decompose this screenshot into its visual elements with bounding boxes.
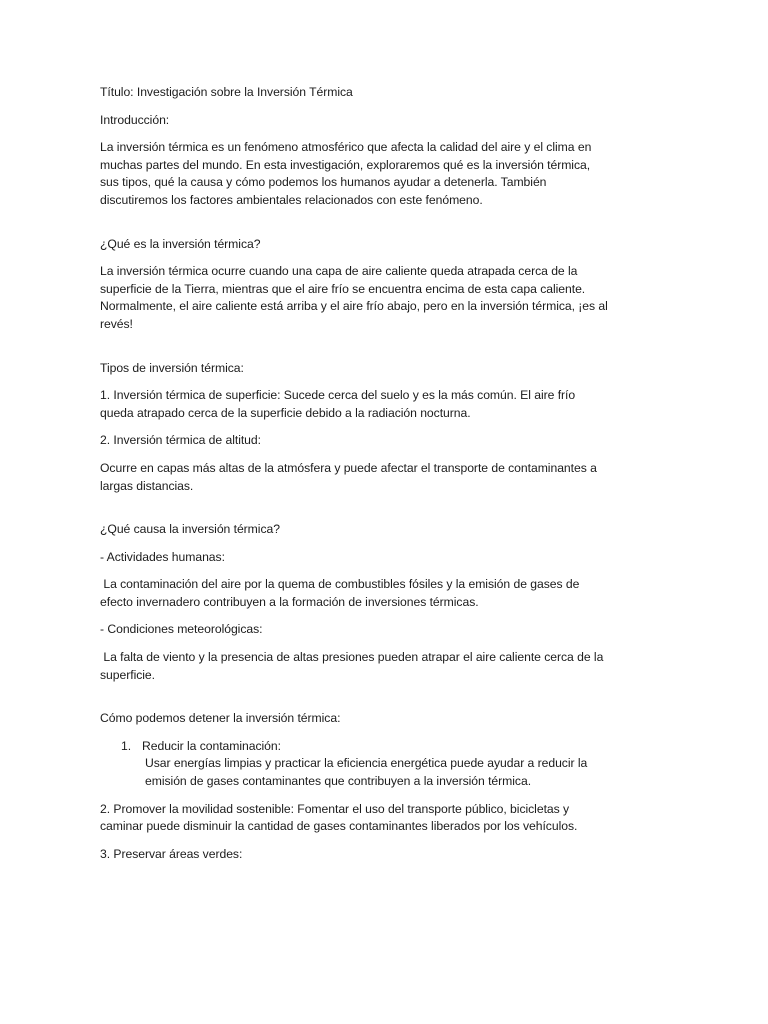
what-heading: ¿Qué es la inversión térmica? (100, 236, 261, 251)
causes-heading: ¿Qué causa la inversión térmica? (100, 522, 280, 537)
intro-heading: Introducción: (100, 112, 170, 127)
cause2-heading: - Condiciones meteorológicas: (100, 622, 263, 637)
types-heading: Tipos de inversión térmica: (100, 360, 244, 375)
what-paragraph: La inversión térmica ocurre cuando una capa de aire caliente queda atrapada cerca de la superficie de la Tierra, mientras que el aire frío se encuentra encima de esta capa caliente. Normalmente, el aire caliente está arriba y el aire frío abajo, pero en la inversión térmica, ¡es al revés! (100, 264, 612, 331)
stop1-title: Reducir la contaminación: (142, 738, 281, 753)
stop1-paragraph: Usar energías limpias y practicar la eficiencia energética puede ayudar a reducir la emisión de gases contaminantes que contribuyen a la inversión térmica. (145, 756, 588, 789)
type2-heading: 2. Inversión térmica de altitud: (100, 433, 261, 448)
stop2-paragraph: 2. Promover la movilidad sostenible: Fomentar el uso del transporte público, bicicletas y caminar puede disminuir la cantidad de gases contaminantes liberados por los vehículos. (100, 801, 578, 834)
cause1-paragraph: La contaminación del aire por la quema de combustibles fósiles y la emisión de gases de efecto invernadero contribuyen a la formación de inversiones térmicas. (100, 577, 583, 609)
stop-numbered-list (100, 738, 610, 791)
cause1-heading: - Actividades humanas: (100, 549, 225, 564)
document-body (100, 84, 610, 873)
type1-paragraph: 1. Inversión térmica de superficie: Sucede cerca del suelo y es la más común. El aire frío queda atrapado cerca de la superficie debido a la radiación nocturna. (100, 388, 579, 420)
list-item-number: 1. (121, 738, 132, 753)
type2-paragraph: Ocurre en capas más altas de la atmósfera y puede afectar el transporte de contaminantes a largas distancias. (100, 460, 601, 493)
stop-heading: Cómo podemos detener la inversión térmica: (100, 711, 341, 726)
document-title: Título: Investigación sobre la Inversión Térmica (100, 85, 353, 99)
cause2-paragraph: La falta de viento y la presencia de altas presiones pueden atrapar el aire caliente cerca de la superficie. (100, 650, 607, 682)
list-item (100, 738, 610, 791)
intro-paragraph: La inversión térmica es un fenómeno atmosférico que afecta la calidad del aire y el clima en muchas partes del mundo. En esta investigación, exploraremos qué es la inversión térmica, sus tipos, qué la causa y cómo podemos los humanos ayudar a detenerla. También discutiremos los factores ambientales relacionados con este fenómeno. (100, 140, 595, 207)
stop3-paragraph: 3. Preservar áreas verdes: (100, 846, 243, 861)
